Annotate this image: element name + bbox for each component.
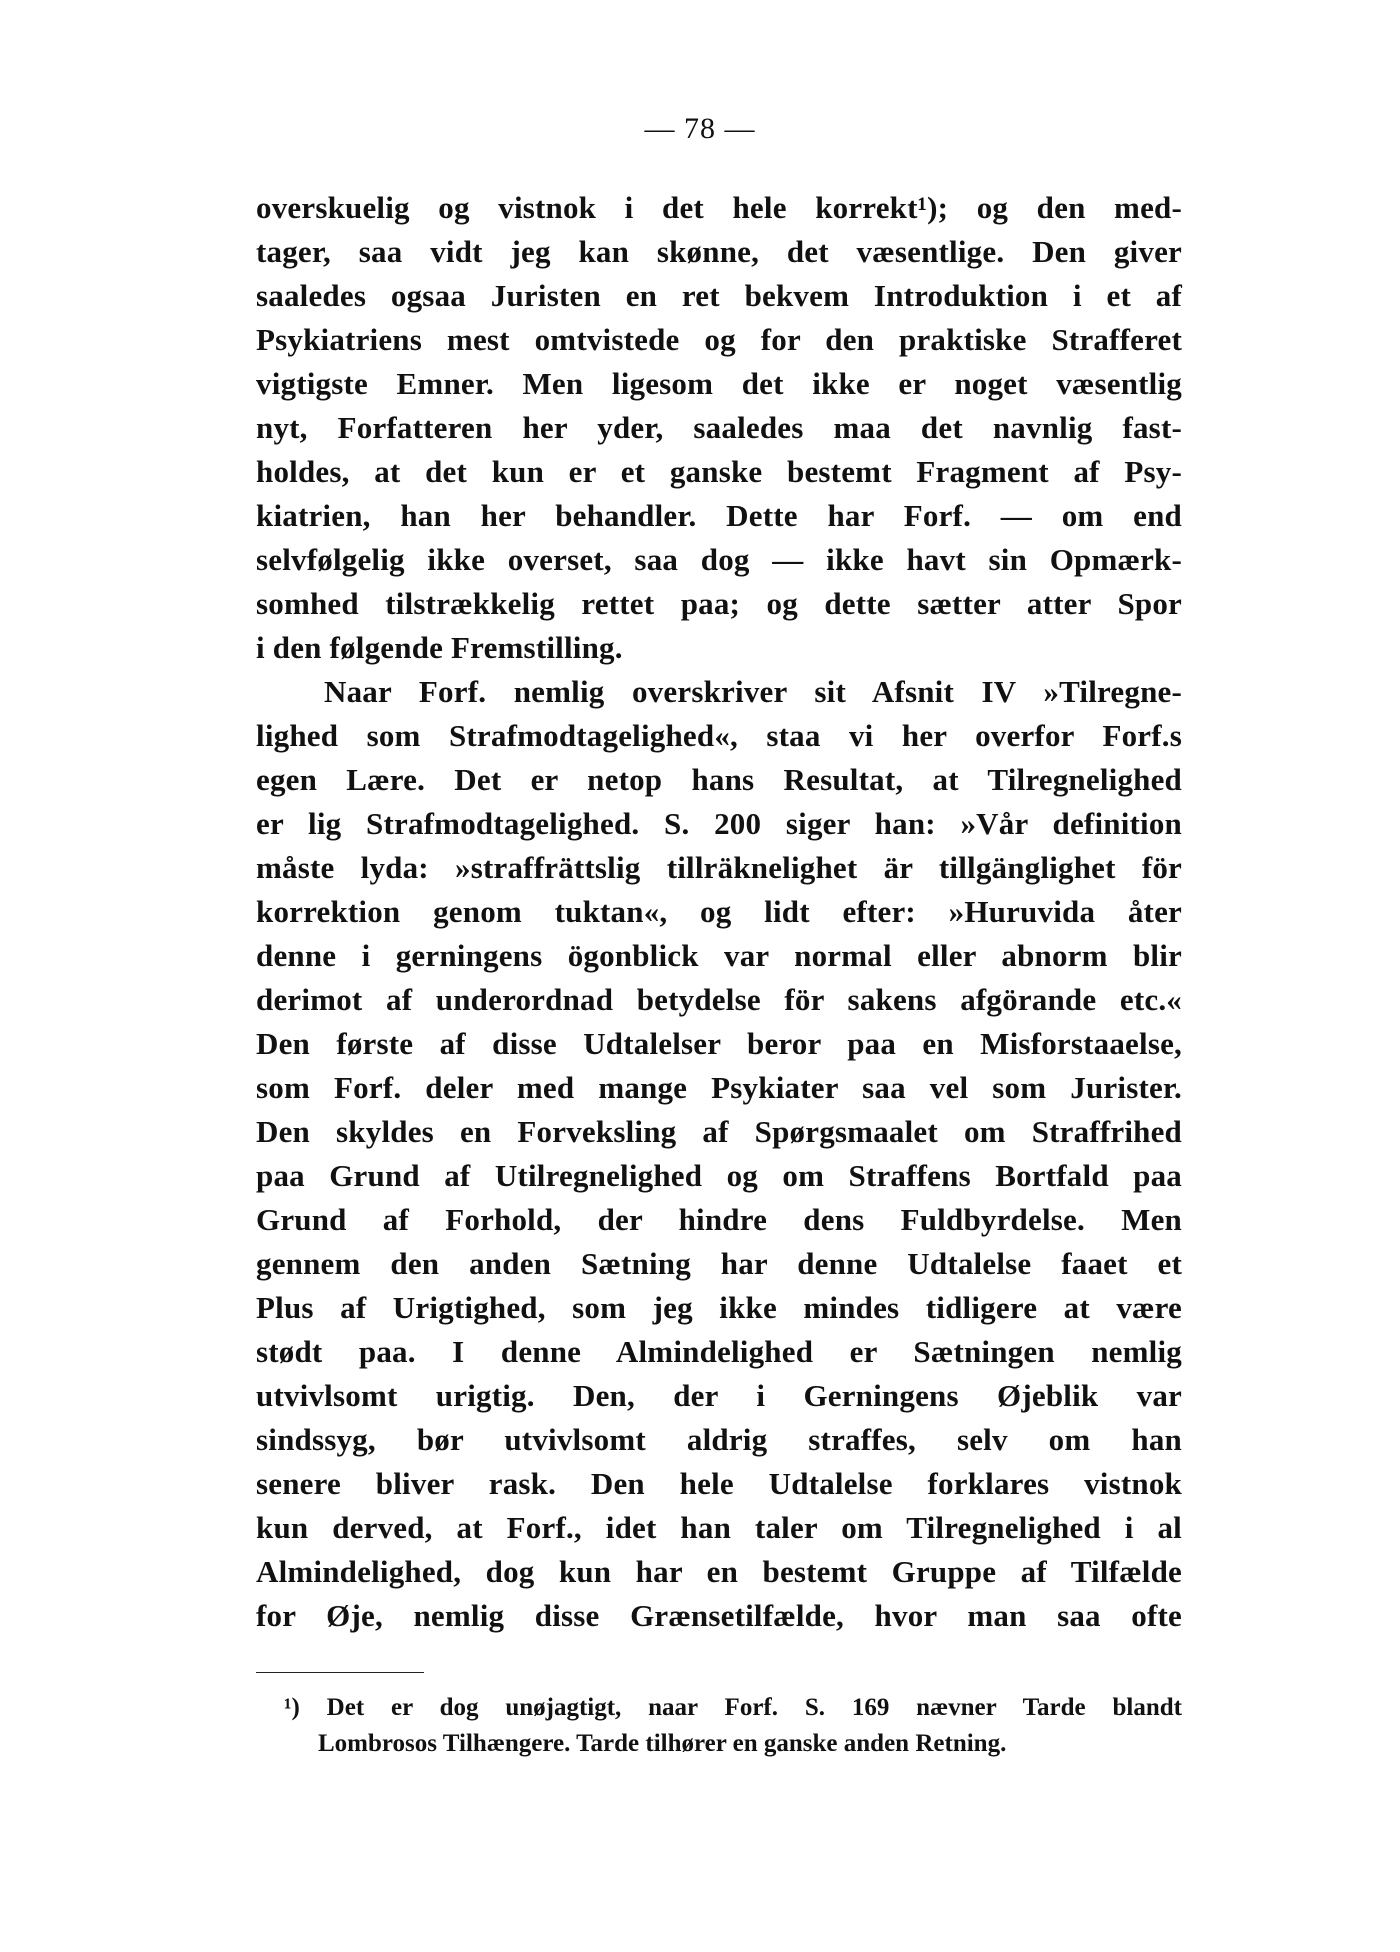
text-line: Naar Forf. nemlig overskriver sit Afsnit IV »Tilregne- — [324, 674, 1182, 709]
text-line: egen Lære. Det er netop hans Resultat, at Tilregnelighed — [256, 762, 1182, 797]
body-text — [256, 186, 1182, 1638]
text-line: vigtigste Emner. Men ligesom det ikke er noget væsentlig — [256, 366, 1182, 401]
text-line: denne i gerningens ögonblick var normal eller abnorm blir — [256, 938, 1182, 973]
text-line: nyt, Forfatteren her yder, saaledes maa det navnlig fast- — [256, 410, 1182, 445]
text-line: Den første af disse Udtalelser beror paa en Misforstaaelse, — [256, 1026, 1182, 1061]
text-line: Grund af Forhold, der hindre dens Fuldbyrdelse. Men — [256, 1202, 1182, 1237]
text-line: senere bliver rask. Den hele Udtalelse forklares vistnok — [256, 1466, 1182, 1501]
text-line: Psykiatriens mest omtvistede og for den praktiske Strafferet — [256, 322, 1182, 357]
text-line: måste lyda: »straffrättslig tillräknelighet är tillgänglighet för — [256, 850, 1182, 885]
footnote-line: Lombrosos Tilhængere. Tarde tilhører en ganske anden Retning. — [318, 1730, 1007, 1757]
text-line: korrektion genom tuktan«, og lidt efter: »Huruvida åter — [256, 894, 1182, 929]
text-line: overskuelig og vistnok i det hele korrekt¹); og den med- — [256, 190, 1182, 225]
text-line: lighed som Strafmodtagelighed«, staa vi her overfor Forf.s — [256, 718, 1182, 753]
text-line: kun derved, at Forf., idet han taler om Tilregnelighed i al — [256, 1510, 1182, 1545]
footnote-divider — [256, 1672, 424, 1673]
text-line: sindssyg, bør utvivlsomt aldrig straffes, selv om han — [256, 1422, 1182, 1457]
text-line: som Forf. deler med mange Psykiater saa vel som Jurister. — [256, 1070, 1182, 1105]
text-line: paa Grund af Utilregnelighed og om Straffens Bortfald paa — [256, 1158, 1182, 1193]
text-line: Almindelighed, dog kun har en bestemt Gruppe af Tilfælde — [256, 1554, 1182, 1589]
text-line: derimot af underordnad betydelse för sakens afgörande etc.« — [256, 982, 1182, 1017]
text-line: tager, saa vidt jeg kan skønne, det væsentlige. Den giver — [256, 234, 1182, 269]
text-line: selvfølgelig ikke overset, saa dog — ikke havt sin Opmærk- — [256, 542, 1182, 577]
text-line: kiatrien, han her behandler. Dette har Forf. — om end — [256, 498, 1182, 533]
text-line: i den følgende Fremstilling. — [256, 630, 623, 665]
text-line: for Øje, nemlig disse Grænsetilfælde, hvor man saa ofte — [256, 1598, 1182, 1633]
text-line: utvivlsomt urigtig. Den, der i Gerningens Øjeblik var — [256, 1378, 1182, 1413]
footnote — [256, 1690, 1182, 1762]
text-line: Plus af Urigtighed, som jeg ikke mindes tidligere at være — [256, 1290, 1182, 1325]
text-line: saaledes ogsaa Juristen en ret bekvem Introduktion i et af — [256, 278, 1182, 313]
text-line: somhed tilstrækkelig rettet paa; og dette sætter atter Spor — [256, 586, 1182, 621]
text-line: stødt paa. I denne Almindelighed er Sætningen nemlig — [256, 1334, 1182, 1369]
text-line: gennem den anden Sætning har denne Udtalelse faaet et — [256, 1246, 1182, 1281]
text-line: er lig Strafmodtagelighed. S. 200 siger han: »Vår definition — [256, 806, 1182, 841]
footnote-line: ¹) Det er dog unøjagtigt, naar Forf. S. 169 nævner Tarde blandt — [284, 1694, 1182, 1721]
text-line: Den skyldes en Forveksling af Spørgsmaalet om Straffrihed — [256, 1114, 1182, 1149]
text-line: holdes, at det kun er et ganske bestemt Fragment af Psy- — [256, 454, 1182, 489]
page-number: — 78 — — [644, 112, 756, 145]
